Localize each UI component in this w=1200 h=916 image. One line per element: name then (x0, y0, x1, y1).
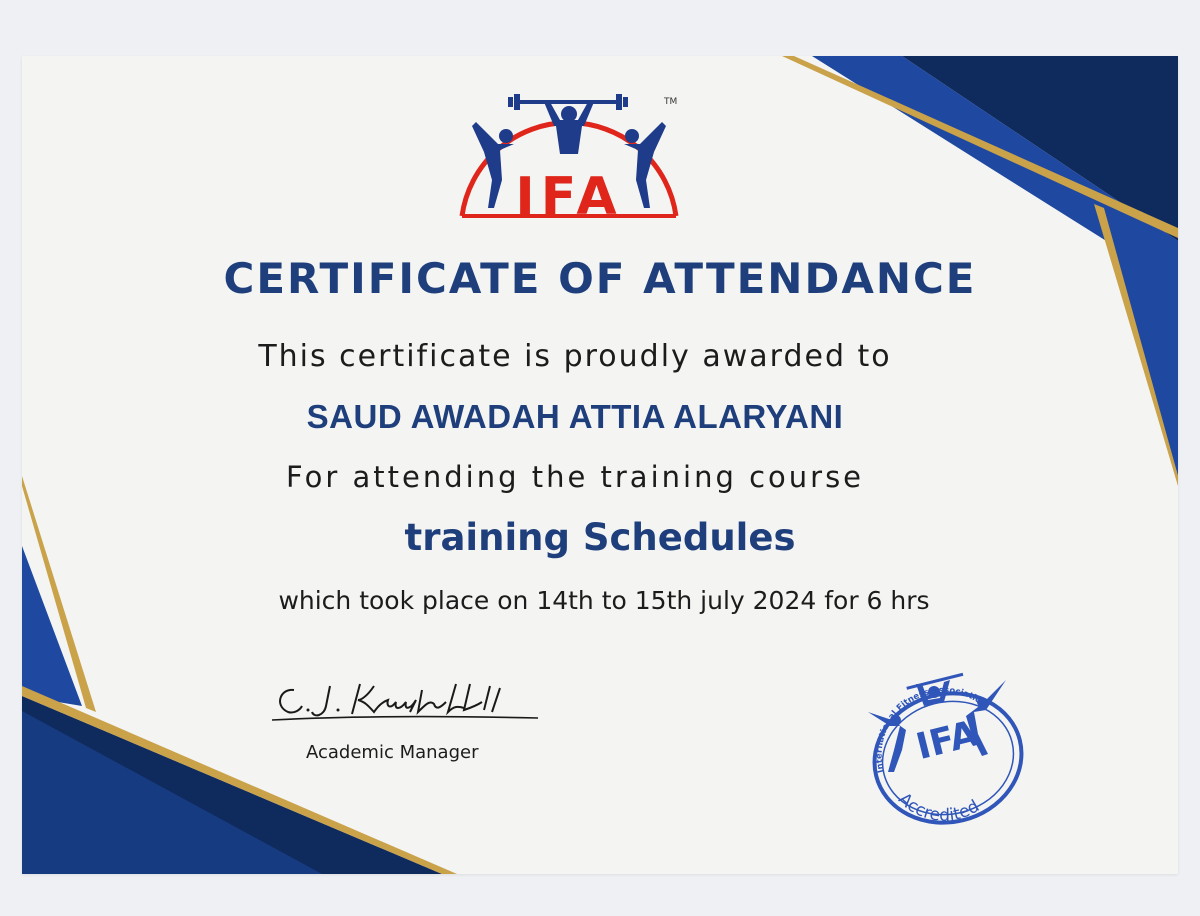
signer-role: Academic Manager (306, 742, 479, 763)
ifa-logo (454, 92, 684, 222)
attending-line: For attending the training course (285, 460, 865, 494)
svg-text:IFA: IFA (912, 713, 983, 768)
certificate (22, 56, 1178, 874)
handwritten-signature (270, 676, 540, 724)
course-name: training Schedules (404, 516, 796, 559)
seal-org-text: International Fitness Association (874, 685, 989, 774)
seal-status-text: Accredited (894, 789, 983, 826)
svg-text:TM: TM (664, 97, 678, 107)
awarded-line: This certificate is proudly awarded to (258, 339, 892, 374)
accredited-seal (844, 654, 1030, 830)
dates-line: which took place on 14th to 15th july 2024 for 6 hrs (278, 586, 930, 615)
svg-text:Accredited (894, 789, 983, 826)
svg-text:IFA: IFA (515, 167, 623, 222)
certificate-title: CERTIFICATE OF ATTENDANCE (223, 254, 977, 303)
recipient-name: SAUD AWADAH ATTIA ALARYANI (306, 398, 844, 435)
